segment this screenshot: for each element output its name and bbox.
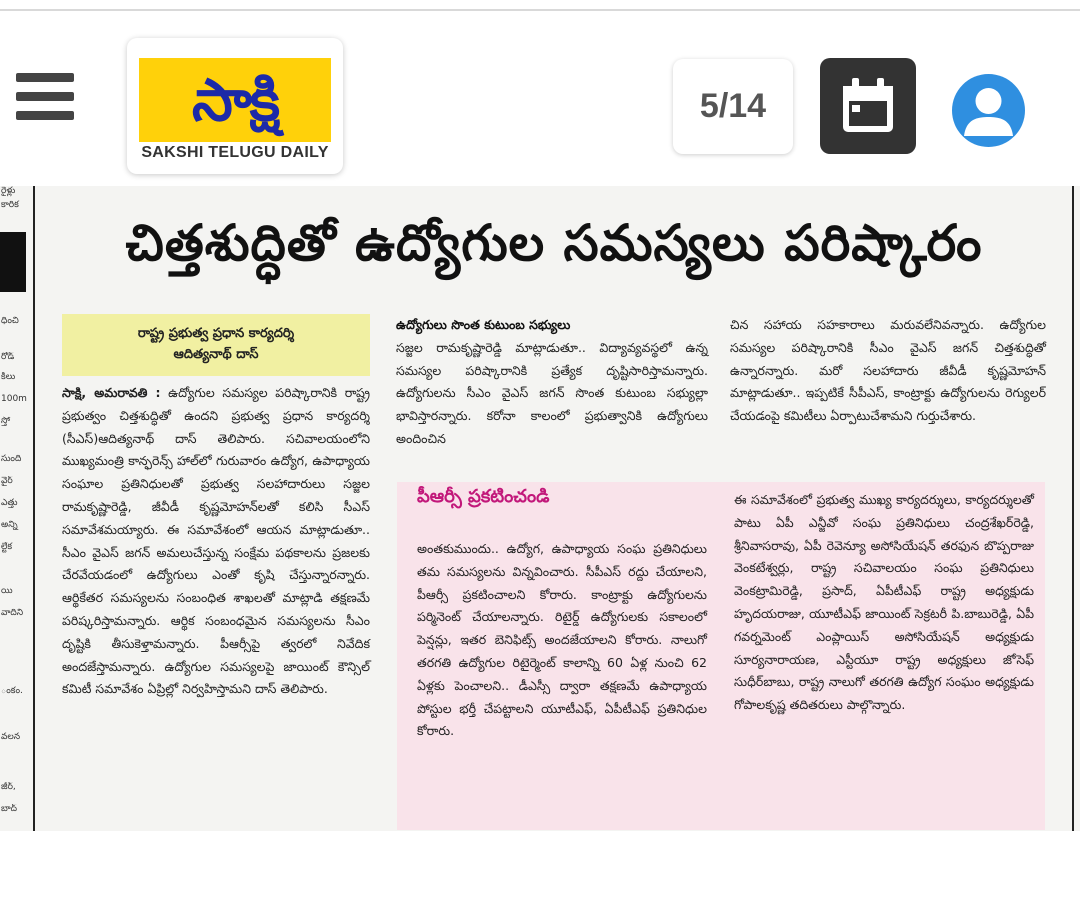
user-account-button[interactable] [952,74,1025,147]
logo-wordmark: సాక్షి [139,58,331,142]
subhead-name: ఆదిత్యనాథ్ దాస్ [173,347,259,362]
margin-fragment: ధించి [1,316,19,326]
margin-fragment: ఎత్తు [1,498,18,508]
margin-fragment: యి [1,586,13,596]
margin-fragment: అన్ని [1,520,18,530]
margin-fragment: రైళ్లు [1,186,16,196]
app-header [0,11,1080,186]
article-column-1 [62,382,370,701]
margin-fragment: సుంది [1,454,22,464]
subhead-title: రాష్ట్ర ప్రభుత్వ ప్రధాన కార్యదర్శి [137,326,295,342]
dateline: సాక్షి, అమరావతి : [62,385,161,400]
article-column-2 [396,314,708,451]
column-3-body: చిన సహాయ సహకారాలు మరువలేనివన్నారు. ఉద్యోగుల సమస్యల పరిష్కారానికి సీఎం వైఎస్ జగన్ చిత్తశుద్ధితో ఉన్నారన్నారు. మరో సలహాదారు జీవీడీ కృష్ణమోహన్ మాట్లాడుతూ.. ఇప్పటికే సీపీఎస్, కాంట్రాక్టు ఉద్యోగులను రెగ్యులర్ చేయడంపై కమిటీలు ఏర్పాటుచేశామని గుర్తుచేశారు. [730,317,1046,424]
margin-fragment: రోడ్ [1,352,15,362]
right-margin-rule [1072,186,1080,831]
margin-fragment: 100m [1,394,27,404]
margin-fragment: కారిక [1,200,19,210]
column-2-body: సజ్జల రామకృష్ణారెడ్డి మాట్లాడుతూ.. విద్యావ్యవస్థలో ఉన్న సమస్యల పరిష్కారానికి ప్రత్యేక దృష్టిసారిస్తామన్నారు. ఉద్యోగులను సీఎం వైఎస్ జగన్ సొంత కుటుంబ సభ్యుల్లా భావిస్తారన్నారు. కరోనా కాలంలో ప్రభుత్వానికి ఉద్యోగులు అందించిన [396,339,708,446]
article-column-3 [730,314,1046,428]
column-1-body: ఉద్యోగుల సమస్యల పరిష్కారానికి రాష్ట్ర ప్రభుత్వం చిత్తశుద్ధితో ఉందని ప్రభుత్వ ప్రధాన కార్యదర్శి (సీఎస్)ఆదిత్యనాథ్ దాస్ తెలిపారు. సచివాలయంలోని ముఖ్యమంత్రి కాన్ఫరెన్స్ హాల్‌లో గురువారం ఉద్యోగ, ఉపాధ్యాయ సంఘాల ప్రతినిధులతో ప్రభుత్వ సలహాదారులు సజ్జల రామకృష్ణారెడ్డి, జీవీడీ కృష్ణమోహన్‌లతో కలిసి సీఎస్ సమావేశమయ్యారు. ఈ సమావేశంలో ఆయన మాట్లాడుతూ.. సీఎం వైఎస్ జగన్ అమలుచేస్తున్న సంక్షేమ పథకాలను ప్రజలకు చేరవేయడంలో ఉద్యోగులు ఎంతో కృషి చేస్తున్నారన్నారు. ఆర్థికేతర సమస్యలను సంబంధిత శాఖలతో మాట్లాడి తక్షణమే పరిష్కరిస్తామన్నారు. ఆర్థిక సంబంధమైన సమస్యలను సీఎం దృష్టికి తీసుకెళ్తామన్నారు. పీఆర్సీపై త్వరలో నివేదిక అందజేస్తామన్నారు. ఉద్యోగుల సమస్యలపై జాయింట్ కౌన్సిల్ కమిటీ సమావేశం ఏప్రిల్లో నిర్వహిస్తామని దాస్ తెలిపారు. [62,385,370,697]
newspaper-clipping[interactable] [0,186,1080,831]
article-subhead [62,314,370,376]
margin-black-block [0,232,26,292]
margin-fragment: కిలు [1,372,16,382]
calendar-icon [840,77,896,135]
column-2-heading: ఉద్యోగులు సొంత కుటుంబ సభ్యులు [396,317,571,332]
page-indicator-button[interactable]: 5/14 [673,59,793,154]
margin-fragment: జీర్, [1,782,16,792]
margin-fragment: స్తో [1,416,11,426]
sidebar-box-column-2: ఈ సమావేశంలో ప్రభుత్వ ముఖ్య కార్యదర్శులు, కార్యదర్శులతో పాటు ఏపీ ఎన్జీవో సంఘ ప్రతినిధులు చంద్రశేఖర్‌రెడ్డి, శ్రీనివాసరావు, ఏపీ రెవెన్యూ అసోసియేషన్ తరఫున బొప్పరాజు వెంకటేశ్వర్లు, రాష్ట్ర సచివాలయం సంఘ ప్రతినిధులు వెంకట్రామిరెడ్డి, ప్రసాద్, ఏపీటీఎఫ్ రాష్ట్ర అధ్యక్షుడు హృదయరాజు, యూటీఎఫ్ జాయింట్ సెక్రటరీ పి.బాబురెడ్డి, ఏపీ గవర్నమెంట్ ఎంప్లాయిస్ అసోసియేషన్ అధ్యక్షుడు సూర్యనారాయణ, ఎస్టీయూ రాష్ట్ర అధ్యక్షులు జోసెఫ్ సుధీర్‌బాబు, రాష్ట్ర నాలుగో తరగతి ఉద్యోగ సంఘం అధ్యక్షుడు గోపాలకృష్ణ తదితరులు పాల్గొన్నారు. [734,492,1034,713]
margin-fragment: వైర్ [1,476,13,486]
article-headline: చిత్తశుద్ధితో ఉద్యోగుల సమస్యలు పరిష్కారం [125,214,983,272]
logo-tagline: SAKSHI TELUGU DAILY [141,144,329,161]
margin-fragment: వలన [1,732,21,742]
left-margin-column [0,186,35,831]
sidebar-box-column-1: అంతకుముందు.. ఉద్యోగ, ఉపాధ్యాయ సంఘ ప్రతినిధులు తమ సమస్యలను విన్నవించారు. సీపీఎస్ రద్దు చేయాలని, పీఆర్సీ ప్రకటించాలని కోరారు. కాంట్రాక్టు ఉద్యోగులను పర్మినెంట్ చేయాలన్నారు. రిటైర్డ్ ఉద్యోగులకు సకాలంలో పెన్షన్లు, ఇతర బెనిఫిట్స్ అందజేయాలని కోరారు. నాలుగో తరగతి ఉద్యోగుల రిటైర్మెంట్ కాలాన్ని 60 ఏళ్ల నుంచి 62 ఏళ్లకు పెంచాలని.. డీఎస్సీ ద్వారా తక్షణమే ఉపాధ్యాయ పోస్టుల భర్తీ చేపట్టాలని యూటీఎఫ్, ఏపీటీఎఫ్ ప్రతినిధుల కోరారు. [417,541,707,739]
margin-fragment: ంకం. [1,686,23,696]
sidebar-box-title: పీఆర్సీ ప్రకటించండి [417,486,550,507]
hamburger-menu-icon[interactable] [16,73,74,121]
user-account-icon [952,74,1025,147]
margin-fragment: బాద్ [1,804,18,814]
sakshi-logo[interactable] [127,38,343,174]
margin-fragment: వాదిని [1,608,24,618]
margin-fragment: ల్టేక [1,542,13,552]
calendar-button[interactable] [820,58,916,154]
